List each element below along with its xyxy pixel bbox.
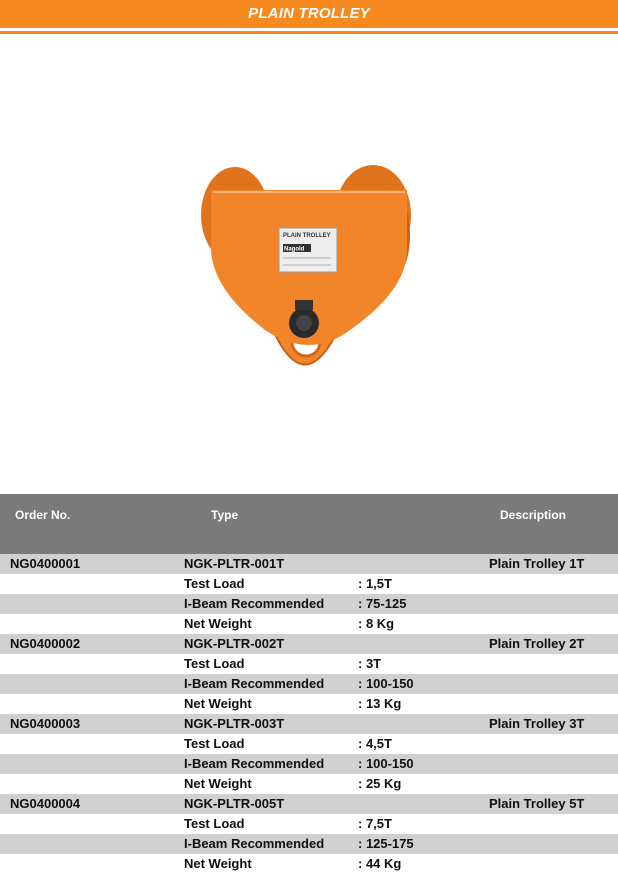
type-cell: NGK-PLTR-003T <box>184 716 285 731</box>
header-description: Description <box>500 508 567 522</box>
header-type: Type <box>211 508 239 522</box>
table-row <box>0 574 618 594</box>
table-row <box>0 754 618 774</box>
table-row <box>0 674 618 694</box>
value-cell: : 100-150 <box>358 756 414 771</box>
order-cell: NG0400004 <box>10 796 81 811</box>
value-cell: : 44 Kg <box>358 856 402 871</box>
order-cell: NG0400003 <box>10 716 81 731</box>
table-row <box>0 594 618 614</box>
value-cell: : 125-175 <box>358 836 414 851</box>
order-cell: NG0400002 <box>10 636 81 651</box>
table-row <box>0 734 618 754</box>
value-cell: : 3T <box>358 656 382 671</box>
table-row <box>0 854 618 874</box>
table-row <box>0 714 618 734</box>
type-cell: I-Beam Recommended <box>184 756 325 771</box>
plate-brand-text: Nagold <box>284 246 305 253</box>
type-cell: Test Load <box>184 656 245 671</box>
value-cell: : 75-125 <box>358 596 407 611</box>
type-cell: I-Beam Recommended <box>184 836 325 851</box>
type-cell: Net Weight <box>184 616 252 631</box>
description-cell: Plain Trolley 5T <box>489 796 585 811</box>
value-cell: : 7,5T <box>358 816 392 831</box>
table-body <box>0 554 618 874</box>
plate-title-text: PLAIN TROLLEY <box>283 233 331 239</box>
type-cell: I-Beam Recommended <box>184 676 325 691</box>
type-cell: NGK-PLTR-002T <box>184 636 285 651</box>
table-row <box>0 834 618 854</box>
type-cell: I-Beam Recommended <box>184 596 325 611</box>
type-cell: Test Load <box>184 736 245 751</box>
value-cell: : 4,5T <box>358 736 392 751</box>
type-cell: Test Load <box>184 816 245 831</box>
table-row <box>0 614 618 634</box>
description-cell: Plain Trolley 1T <box>489 556 585 571</box>
order-cell: NG0400001 <box>10 556 81 571</box>
type-cell: Test Load <box>184 576 245 591</box>
table-row <box>0 814 618 834</box>
table-row <box>0 794 618 814</box>
type-cell: Net Weight <box>184 776 252 791</box>
type-cell: Net Weight <box>184 696 252 711</box>
type-cell: NGK-PLTR-001T <box>184 556 285 571</box>
type-cell: NGK-PLTR-005T <box>184 796 285 811</box>
page-title: PLAIN TROLLEY <box>248 5 370 22</box>
type-cell: Net Weight <box>184 856 252 871</box>
header-order-no: Order No. <box>15 508 71 522</box>
value-cell: : 100-150 <box>358 676 414 691</box>
header-divider <box>0 31 618 34</box>
table-row <box>0 694 618 714</box>
table-row <box>0 554 618 574</box>
description-cell: Plain Trolley 2T <box>489 636 585 651</box>
value-cell: : 13 Kg <box>358 696 402 711</box>
value-cell: : 8 Kg <box>358 616 395 631</box>
value-cell: : 1,5T <box>358 576 392 591</box>
value-cell: : 25 Kg <box>358 776 402 791</box>
table-header <box>0 494 618 554</box>
table-row <box>0 774 618 794</box>
table-row <box>0 654 618 674</box>
description-cell: Plain Trolley 3T <box>489 716 585 731</box>
table-row <box>0 634 618 654</box>
plain-trolley-photo <box>195 160 425 390</box>
